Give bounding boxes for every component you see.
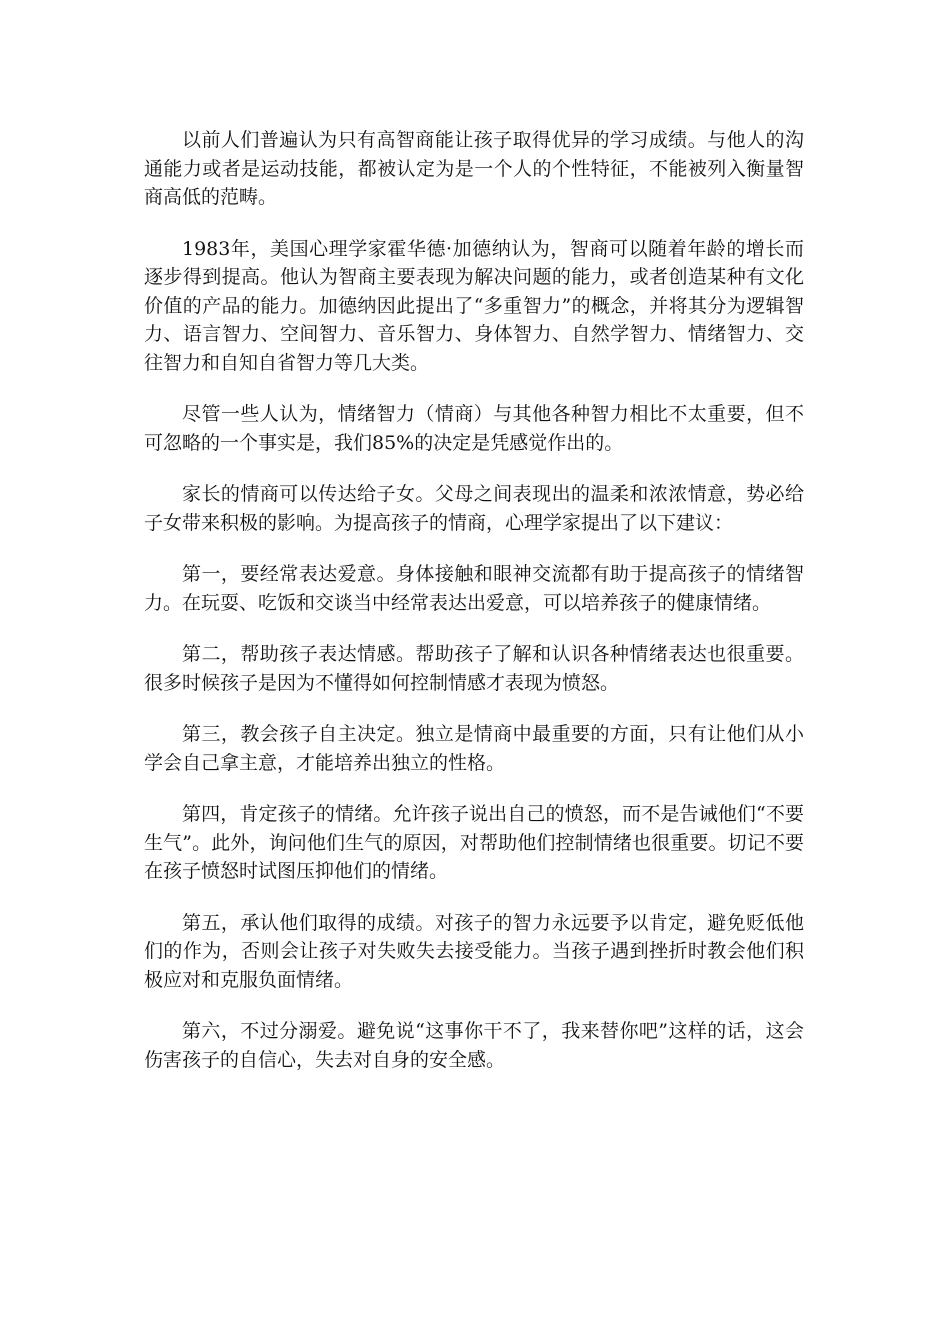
paragraph-tip-6: 第六，不过分溺爱。避免说“这事你干不了，我来替你吧”这样的话，这会伤害孩子的自信心，失去对自身的安全感。 bbox=[144, 1020, 804, 1071]
paragraph-tip-5: 第五，承认他们取得的成绩。对孩子的智力永远要予以肯定，避免贬低他们的作为，否则会让孩子对失败失去接受能力。当孩子遇到挫折时教会他们积极应对和克服负面情绪。 bbox=[144, 911, 804, 991]
paragraph-emotional-intelligence: 尽管一些人认为，情绪智力（情商）与其他各种智力相比不太重要，但不可忽略的一个事实是，我们85%的决定是凭感觉作出的。 bbox=[144, 403, 804, 454]
document-body bbox=[144, 126, 804, 1097]
paragraph-gardner: 1983年，美国心理学家霍华德·加德纳认为，智商可以随着年龄的增长而逐步得到提高。他认为智商主要表现为解决问题的能力，或者创造某种有文化价值的产品的能力。加德纳因此提出了“多重智力”的概念，并将其分为逻辑智力、语言智力、空间智力、音乐智力、身体智力、自然学智力、情绪智力、交往智力和自知自省智力等几大类。 bbox=[144, 237, 804, 374]
paragraph-tip-3: 第三，教会孩子自主决定。独立是情商中最重要的方面，只有让他们从小学会自己拿主意，才能培养出独立的性格。 bbox=[144, 723, 804, 774]
paragraph-tip-1: 第一，要经常表达爱意。身体接触和眼神交流都有助于提高孩子的情绪智力。在玩耍、吃饭和交谈当中经常表达出爱意，可以培养孩子的健康情绪。 bbox=[144, 563, 804, 614]
paragraph-intro: 以前人们普遍认为只有高智商能让孩子取得优异的学习成绩。与他人的沟通能力或者是运动技能，都被认定为是一个人的个性特征，不能被列入衡量智商高低的范畴。 bbox=[144, 129, 804, 208]
paragraph-parents: 家长的情商可以传达给子女。父母之间表现出的温柔和浓浓情意，势必给子女带来积极的影响。为提高孩子的情商，心理学家提出了以下建议： bbox=[144, 483, 804, 534]
paragraph-tip-2: 第二，帮助孩子表达情感。帮助孩子了解和认识各种情绪表达也很重要。很多时候孩子是因为不懂得如何控制情感才表现为愤怒。 bbox=[144, 643, 804, 694]
paragraph-tip-4: 第四，肯定孩子的情绪。允许孩子说出自己的愤怒，而不是告诫他们“不要生气”。此外，询问他们生气的原因，对帮助他们控制情绪也很重要。切记不要在孩子愤怒时试图压抑他们的情绪。 bbox=[144, 803, 804, 882]
